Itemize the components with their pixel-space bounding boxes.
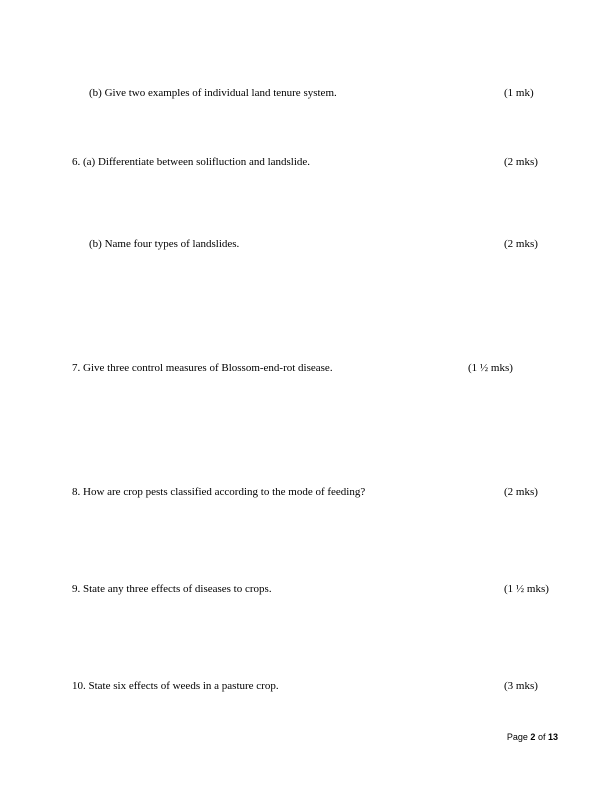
question-7-text: 7. Give three control measures of Blossom-end-rot disease.	[72, 362, 333, 374]
question-5b-marks: (1 mk)	[504, 87, 534, 99]
question-10-text: 10. State six effects of weeds in a pasture crop.	[72, 680, 279, 692]
question-10-marks: (3 mks)	[504, 680, 538, 692]
page-word: Page	[506, 732, 528, 742]
page-current: 2	[530, 732, 536, 742]
question-6b-marks: (2 mks)	[504, 238, 538, 250]
of-word: of	[537, 732, 546, 742]
question-9-text: 9. State any three effects of diseases to crops.	[72, 583, 272, 595]
question-6a-text: 6. (a) Differentiate between solifluction and landslide.	[72, 156, 311, 168]
question-5b-text: (b) Give two examples of individual land tenure system.	[89, 87, 337, 99]
question-6a-marks: (2 mks)	[504, 156, 538, 168]
page-total: 13	[547, 732, 558, 742]
question-8-text: 8. How are crop pests classified according to the mode of feeding?	[72, 486, 366, 498]
question-7-marks: (1 ½ mks)	[468, 362, 513, 374]
question-8-marks: (2 mks)	[504, 486, 538, 498]
page-number-footer	[507, 731, 558, 743]
question-6b-text: (b) Name four types of landslides.	[89, 238, 240, 250]
question-9-marks: (1 ½ mks)	[504, 583, 549, 595]
